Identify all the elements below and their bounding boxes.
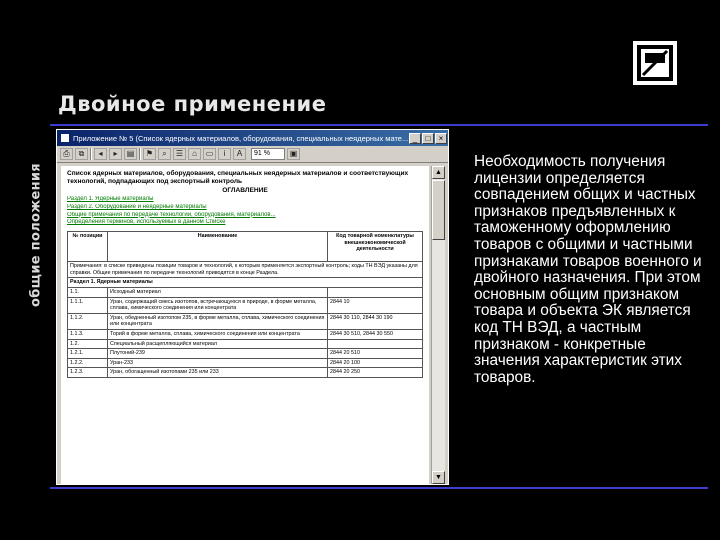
window-titlebar	[57, 130, 448, 146]
table-row	[68, 368, 423, 378]
row-code: 2844 20 250	[328, 368, 423, 378]
folder-icon[interactable]: ▭	[203, 148, 216, 160]
row-name: Специальный расщепляющийся материал	[108, 339, 328, 349]
row-number: 1.1.3.	[68, 329, 108, 339]
toolbar-separator	[139, 148, 141, 160]
column-header: Код товарной номенклатуры внешнеэкономической деятельности	[328, 232, 423, 262]
table-row	[68, 349, 423, 359]
row-code: 2844 20 510	[328, 349, 423, 359]
back-icon[interactable]: ◂	[94, 148, 107, 160]
save-icon[interactable]: ▣	[287, 148, 300, 160]
row-name: Уран, обедненный изотопом 235, в форме металла, сплава, химического соединения или концентрата	[108, 313, 328, 329]
scroll-up-icon[interactable]: ▲	[432, 166, 445, 179]
top-divider	[50, 124, 708, 126]
row-number: 1.1.1.	[68, 297, 108, 313]
table-note: Примечания: в списке приведены позиции товаров и технологий, к которым применяется экспортный контроль; коды ТН ВЭД указаны для справки. Общие примечания по передаче технологий приводятся в конце Раздела.	[68, 262, 423, 278]
table-row	[68, 287, 423, 297]
text-icon[interactable]: A	[233, 148, 246, 160]
row-name: Плутоний-239	[108, 349, 328, 359]
document-window	[56, 129, 449, 485]
toc-link[interactable]: Раздел 2. Оборудование и неядерные материалы	[67, 203, 207, 210]
scrollbar-thumb[interactable]	[432, 180, 445, 240]
scroll-down-icon[interactable]: ▼	[432, 471, 445, 484]
row-code: 2844 30 510, 2844 30 550	[328, 329, 423, 339]
row-code	[328, 339, 423, 349]
copy-icon[interactable]: ⧉	[75, 148, 88, 160]
bookmark-icon[interactable]: ⚑	[143, 148, 156, 160]
row-number: 1.2.2.	[68, 358, 108, 368]
zoom-select[interactable]: 91 %	[251, 148, 285, 160]
row-number: 1.2.1.	[68, 349, 108, 359]
print-icon[interactable]: ⎙	[60, 148, 73, 160]
table-row	[68, 358, 423, 368]
window-title: Приложение № 5 (Список ядерных материалов, оборудования, специальных неядерных мате...	[73, 133, 409, 143]
row-name: Уран, содержащий смесь изотопов, встречающуюся в природе, в форме металла, сплава, химического соединения или концентрата	[108, 297, 328, 313]
slide-title: Двойное применение	[58, 92, 327, 116]
toc-title: ОГЛАВЛЕНИЕ	[222, 187, 268, 194]
list-icon[interactable]: ☰	[173, 148, 186, 160]
row-number: 1.1.2.	[68, 313, 108, 329]
column-header: Наименование	[108, 232, 328, 262]
row-code: 2844 20 100	[328, 358, 423, 368]
toolbar-separator	[90, 148, 92, 160]
table-row	[68, 297, 423, 313]
row-code: 2844 10	[328, 297, 423, 313]
vertical-scrollbar[interactable]	[431, 166, 445, 484]
info-icon[interactable]: i	[218, 148, 231, 160]
row-number: 1.2.3.	[68, 368, 108, 378]
row-name: Уран, обогащенный изотопами 235 или 233	[108, 368, 328, 378]
maximize-button[interactable]: □	[422, 133, 434, 144]
close-button[interactable]: ×	[435, 133, 447, 144]
toc-link[interactable]: Общие примечания по передаче технологий, оборудования, материалов...	[67, 211, 276, 218]
row-name: Исходный материал	[108, 287, 328, 297]
page-icon[interactable]: ▤	[124, 148, 137, 160]
bottom-divider	[50, 487, 708, 489]
row-name: Уран-233	[108, 358, 328, 368]
toc-link[interactable]: Раздел 1. Ядерные материалы	[67, 196, 154, 202]
table-row	[68, 329, 423, 339]
toc-link[interactable]: Определения терминов, используемых в данном Списке	[67, 219, 226, 226]
row-code: 2844 30 110, 2844 30 190	[328, 313, 423, 329]
app-icon	[60, 133, 70, 143]
document-content	[61, 166, 429, 484]
items-table	[67, 231, 423, 378]
row-code	[328, 287, 423, 297]
table-row	[68, 313, 423, 329]
home-icon[interactable]: ⌂	[188, 148, 201, 160]
table-row	[68, 339, 423, 349]
section-title: Раздел 1. Ядерные материалы	[68, 278, 423, 288]
column-header: № позиции	[68, 232, 108, 262]
row-number: 1.1.	[68, 287, 108, 297]
row-name: Торий в форме металла, сплава, химического соединения или концентрата	[108, 329, 328, 339]
document-heading: Список ядерных материалов, оборудования, специальных неядерных материалов и соответствующих технологий, подпадающих под экспортный контроль	[67, 170, 409, 185]
minimize-button[interactable]: _	[409, 133, 421, 144]
find-icon[interactable]: ⌕	[158, 148, 171, 160]
toolbar	[57, 146, 448, 163]
section-vertical-title: общие положения	[28, 163, 44, 307]
forward-icon[interactable]: ▸	[109, 148, 122, 160]
row-number: 1.2.	[68, 339, 108, 349]
ek-logo-icon	[632, 40, 678, 86]
body-text: Необходимость получения лицензии определяется совпадением общих и частных признаков предъявленных к таможенному оформлению товаров с общими и частными признаками товаров военного и двойного назначения. При этом основным общим признаком товара и объекта ЭК является код ТН ВЭД, а частным признаком - конкретные значения характеристик этих товаров.	[474, 153, 702, 386]
